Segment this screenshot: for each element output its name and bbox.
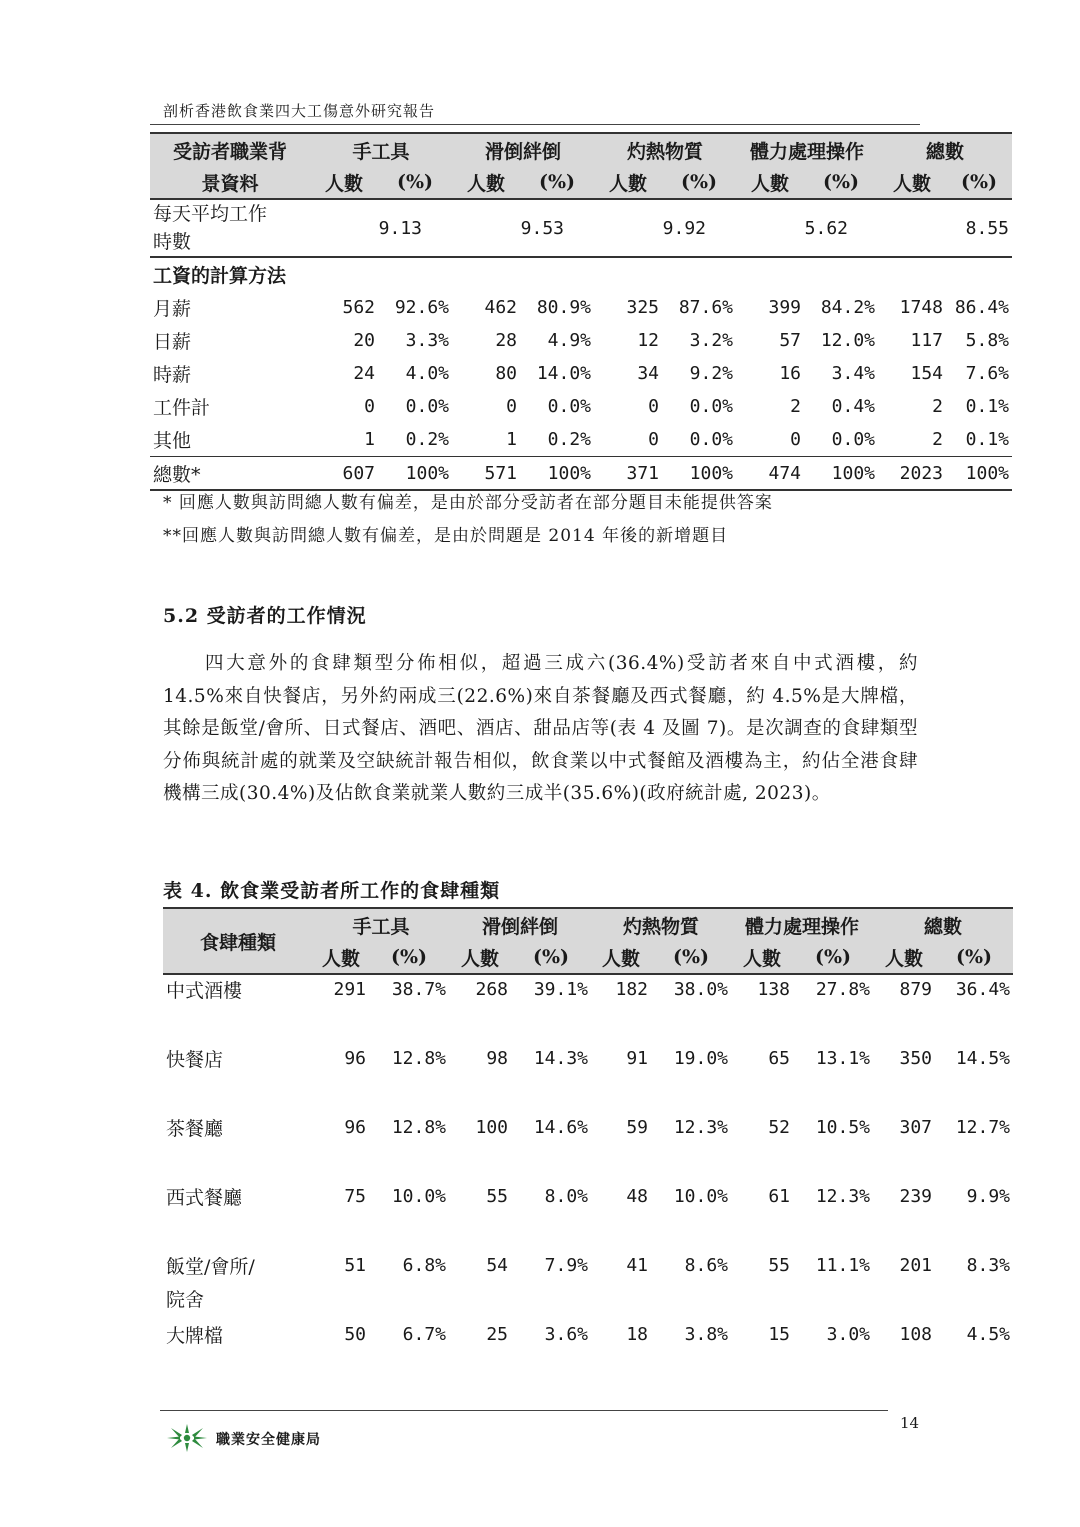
table-cell: 55 <box>486 1186 508 1207</box>
table-cell: 3.3% <box>405 330 449 351</box>
row-label-line: 快餐店 <box>166 1049 224 1071</box>
table-header-row <box>163 908 1013 941</box>
pct-header: (%) <box>793 941 873 974</box>
running-title: 剖析香港飲食業四大工傷意外研究報告 <box>163 102 436 120</box>
table-cell: 2 <box>932 429 943 450</box>
table-cell: 25 <box>486 1324 508 1345</box>
table-cell: 87.6% <box>678 297 733 318</box>
pct-header: (%) <box>662 166 736 199</box>
group-header: 滑倒絆倒 <box>449 908 591 941</box>
table-cell: 84.2% <box>820 297 875 318</box>
row-label: 總數* <box>150 457 310 491</box>
table-cell: 291 <box>333 979 366 1000</box>
count-header: 人數 <box>736 166 804 199</box>
table-cell: 61 <box>768 1186 790 1207</box>
table-cell: 0.0% <box>405 396 449 417</box>
table-cell: 879 <box>899 979 932 1000</box>
table-cell: 7.6% <box>965 363 1009 384</box>
count-header: 人數 <box>731 941 793 974</box>
row-label-line: 大牌檔 <box>166 1325 224 1347</box>
table-cell: 39.1% <box>533 979 588 1000</box>
table-cell: 10.0% <box>673 1186 728 1207</box>
group-header: 總數 <box>878 133 1012 166</box>
table-row <box>150 199 1012 257</box>
table-cell: 3.0% <box>826 1324 870 1345</box>
table-cell: 12.3% <box>815 1186 870 1207</box>
table-cell: 0 <box>506 396 517 417</box>
row-label: 日薪 <box>153 331 192 353</box>
table-cell: 12.3% <box>673 1117 728 1138</box>
table-cell: 571 <box>452 457 520 491</box>
group-header: 體力處理操作 <box>731 908 873 941</box>
table-cell: 100% <box>946 457 1012 491</box>
corner-label: 受訪者職業背 <box>150 133 310 166</box>
table-cell: 2023 <box>878 457 946 491</box>
section-label: 工資的計算方法 <box>153 265 287 287</box>
table-cell: 371 <box>594 457 662 491</box>
table-cell: 80.9% <box>536 297 591 318</box>
pct-header: (%) <box>369 941 449 974</box>
table-cell: 9.92 <box>594 199 736 257</box>
pct-header: (%) <box>946 166 1012 199</box>
row-label: 每天平均工作 時數 <box>150 199 310 257</box>
table-cell: 5.8% <box>965 330 1009 351</box>
table-cell: 325 <box>626 297 659 318</box>
table-cell: 0.0% <box>831 429 875 450</box>
table-cell: 41 <box>626 1255 648 1276</box>
table-cell: 1748 <box>899 297 943 318</box>
table-cell: 19.0% <box>673 1048 728 1069</box>
table-cell: 15 <box>768 1324 790 1345</box>
table-caption: 表 4. 飲食業受訪者所工作的食肆種類 <box>163 880 501 902</box>
wage-method-table <box>150 132 1012 491</box>
table-cell: 7.9% <box>544 1255 588 1276</box>
table-cell: 0 <box>790 429 801 450</box>
table-row <box>150 390 1012 423</box>
table-row <box>150 423 1012 457</box>
footer-divider <box>160 1410 888 1411</box>
table-cell: 11.1% <box>815 1255 870 1276</box>
row-label <box>163 1182 313 1251</box>
table-cell: 8.55 <box>878 199 1012 257</box>
table-row <box>163 1182 1013 1251</box>
row-label <box>163 1113 313 1182</box>
count-header: 人數 <box>873 941 935 974</box>
table-cell: 12 <box>637 330 659 351</box>
pct-header: (%) <box>804 166 878 199</box>
table-cell: 607 <box>310 457 378 491</box>
table-cell: 0.0% <box>689 429 733 450</box>
table-cell: 12.0% <box>820 330 875 351</box>
group-header: 灼熱物質 <box>591 908 731 941</box>
table-cell: 51 <box>344 1255 366 1276</box>
table-cell: 36.4% <box>955 979 1010 1000</box>
section-heading: 5.2 受訪者的工作情況 <box>163 605 367 627</box>
table-cell: 399 <box>768 297 801 318</box>
page-number: 14 <box>900 1414 920 1432</box>
row-label <box>163 1320 313 1389</box>
oshc-logo-icon <box>167 1424 207 1452</box>
table-cell: 0 <box>648 429 659 450</box>
table-cell: 92.6% <box>394 297 449 318</box>
table-cell: 91 <box>626 1048 648 1069</box>
table-header-row <box>150 133 1012 166</box>
table-cell: 14.5% <box>955 1048 1010 1069</box>
table-cell: 20 <box>353 330 375 351</box>
table-cell: 8.6% <box>684 1255 728 1276</box>
table-cell: 0 <box>364 396 375 417</box>
row-label: 其他 <box>153 430 192 452</box>
group-header: 手工具 <box>313 908 449 941</box>
table-cell: 268 <box>475 979 508 1000</box>
row-label-line: 飯堂/會所/ <box>166 1256 255 1278</box>
table-cell: 10.0% <box>391 1186 446 1207</box>
table-cell: 3.8% <box>684 1324 728 1345</box>
table-cell: 108 <box>899 1324 932 1345</box>
table-cell: 6.8% <box>402 1255 446 1276</box>
table-cell: 6.7% <box>402 1324 446 1345</box>
table-cell: 28 <box>495 330 517 351</box>
table-cell: 0.1% <box>965 396 1009 417</box>
table-cell: 100% <box>804 457 878 491</box>
table-cell: 50 <box>344 1324 366 1345</box>
table-row <box>163 974 1013 1044</box>
row-label-line: 茶餐廳 <box>166 1118 224 1140</box>
table-cell: 38.7% <box>391 979 446 1000</box>
count-header: 人數 <box>591 941 651 974</box>
restaurant-type-table <box>163 907 1013 1389</box>
count-header: 人數 <box>310 166 378 199</box>
table-cell: 54 <box>486 1255 508 1276</box>
pct-header: (%) <box>520 166 594 199</box>
total-row <box>150 457 1012 491</box>
pct-header: (%) <box>935 941 1013 974</box>
table-cell: 13.1% <box>815 1048 870 1069</box>
table-row <box>150 357 1012 390</box>
table-cell: 9.13 <box>310 199 452 257</box>
table-cell: 80 <box>495 363 517 384</box>
table-row <box>163 1044 1013 1113</box>
table-row <box>163 1113 1013 1182</box>
table-cell: 0 <box>648 396 659 417</box>
corner-label: 食肆種類 <box>163 908 313 974</box>
group-header: 總數 <box>873 908 1013 941</box>
table-cell: 96 <box>344 1048 366 1069</box>
row-label <box>163 974 313 1044</box>
count-header: 人數 <box>313 941 369 974</box>
pct-header: (%) <box>378 166 452 199</box>
row-label <box>163 1251 313 1320</box>
row-label-line: 中式酒樓 <box>166 980 243 1002</box>
group-header: 體力處理操作 <box>736 133 878 166</box>
table-cell: 96 <box>344 1117 366 1138</box>
org-name: 職業安全健康局 <box>216 1432 321 1448</box>
table-cell: 48 <box>626 1186 648 1207</box>
table-row <box>150 291 1012 324</box>
table-cell: 59 <box>626 1117 648 1138</box>
table-cell: 57 <box>779 330 801 351</box>
table-cell: 8.3% <box>966 1255 1010 1276</box>
table-cell: 8.0% <box>544 1186 588 1207</box>
table-cell: 182 <box>615 979 648 1000</box>
table-cell: 307 <box>899 1117 932 1138</box>
table-cell: 0.0% <box>689 396 733 417</box>
count-header: 人數 <box>878 166 946 199</box>
table-cell: 3.2% <box>689 330 733 351</box>
row-label <box>163 1044 313 1113</box>
table-cell: 12.8% <box>391 1048 446 1069</box>
table-cell: 1 <box>364 429 375 450</box>
table-cell: 100% <box>520 457 594 491</box>
table-cell: 4.5% <box>966 1324 1010 1345</box>
table-cell: 0.4% <box>831 396 875 417</box>
table-cell: 154 <box>910 363 943 384</box>
table-cell: 1 <box>506 429 517 450</box>
table-note: * 回應人數與訪問總人數有偏差，是由於部分受訪者在部分題目未能提供答案 <box>163 493 773 513</box>
table-cell: 562 <box>342 297 375 318</box>
table-cell: 0.0% <box>547 396 591 417</box>
table-subheader-row <box>150 166 1012 199</box>
table-cell: 98 <box>486 1048 508 1069</box>
row-label: 月薪 <box>153 298 192 320</box>
table-cell: 18 <box>626 1324 648 1345</box>
table-cell: 14.6% <box>533 1117 588 1138</box>
table-cell: 9.9% <box>966 1186 1010 1207</box>
table-cell: 4.9% <box>547 330 591 351</box>
table-row <box>163 1320 1013 1389</box>
table-cell: 27.8% <box>815 979 870 1000</box>
table-cell: 100% <box>378 457 452 491</box>
table-cell: 138 <box>757 979 790 1000</box>
table-cell: 117 <box>910 330 943 351</box>
table-cell: 38.0% <box>673 979 728 1000</box>
table-cell: 100% <box>662 457 736 491</box>
table-cell: 201 <box>899 1255 932 1276</box>
table-cell: 0.2% <box>405 429 449 450</box>
group-header: 灼熱物質 <box>594 133 736 166</box>
table-row <box>163 1251 1013 1320</box>
table-cell: 350 <box>899 1048 932 1069</box>
table-cell: 86.4% <box>954 297 1009 318</box>
table-cell: 5.62 <box>736 199 878 257</box>
count-header: 人數 <box>452 166 520 199</box>
pct-header: (%) <box>651 941 731 974</box>
table-cell: 474 <box>736 457 804 491</box>
row-label-line: 院舍 <box>166 1289 205 1311</box>
table-cell: 3.6% <box>544 1324 588 1345</box>
table-cell: 9.53 <box>452 199 594 257</box>
table-cell: 14.0% <box>536 363 591 384</box>
table-cell: 16 <box>779 363 801 384</box>
table-cell: 3.4% <box>831 363 875 384</box>
table-cell: 65 <box>768 1048 790 1069</box>
row-label: 時薪 <box>153 364 192 386</box>
table-cell: 10.5% <box>815 1117 870 1138</box>
header-divider <box>150 124 920 125</box>
table-cell: 12.8% <box>391 1117 446 1138</box>
group-header: 手工具 <box>310 133 452 166</box>
table-cell: 239 <box>899 1186 932 1207</box>
count-header: 人數 <box>449 941 511 974</box>
pct-header: (%) <box>511 941 591 974</box>
table-cell: 34 <box>637 363 659 384</box>
row-label: 工件計 <box>153 397 211 419</box>
table-row <box>150 324 1012 357</box>
table-section-row <box>150 257 1012 291</box>
table-cell: 75 <box>344 1186 366 1207</box>
row-label-line: 西式餐廳 <box>166 1187 243 1209</box>
table-cell: 55 <box>768 1255 790 1276</box>
table-cell: 52 <box>768 1117 790 1138</box>
table-cell: 12.7% <box>955 1117 1010 1138</box>
table-cell: 462 <box>484 297 517 318</box>
table-cell: 0.1% <box>965 429 1009 450</box>
body-paragraph: 四大意外的食肆類型分佈相似，超過三成六(36.4%)受訪者來自中式酒樓，約 14.5%來自快餐店，另外約兩成三(22.6%)來自茶餐廳及西式餐廳，約 4.5%是大牌檔，其餘是飯堂/會所、日式餐店、酒吧、酒店、甜品店等(表 4 及圖 7)。是次調查的食肆類型分佈與統計處的就業及空缺統計報告相似，飲食業以中式餐館及酒樓為主，約佔全港食肆機構三成(30.4%)及佔飲食業就業人數約三成半(35.6%)(政府統計處, 2023)。 <box>163 653 918 804</box>
table-note: **回應人數與訪問總人數有偏差，是由於問題是 2014 年後的新增題目 <box>163 526 729 546</box>
table-cell: 9.2% <box>689 363 733 384</box>
group-header: 滑倒絆倒 <box>452 133 594 166</box>
table-cell: 2 <box>932 396 943 417</box>
table-cell: 14.3% <box>533 1048 588 1069</box>
table-cell: 24 <box>353 363 375 384</box>
table-cell: 4.0% <box>405 363 449 384</box>
corner-label: 景資料 <box>150 166 310 199</box>
table-cell: 100 <box>475 1117 508 1138</box>
table-cell: 2 <box>790 396 801 417</box>
table-cell: 0.2% <box>547 429 591 450</box>
count-header: 人數 <box>594 166 662 199</box>
